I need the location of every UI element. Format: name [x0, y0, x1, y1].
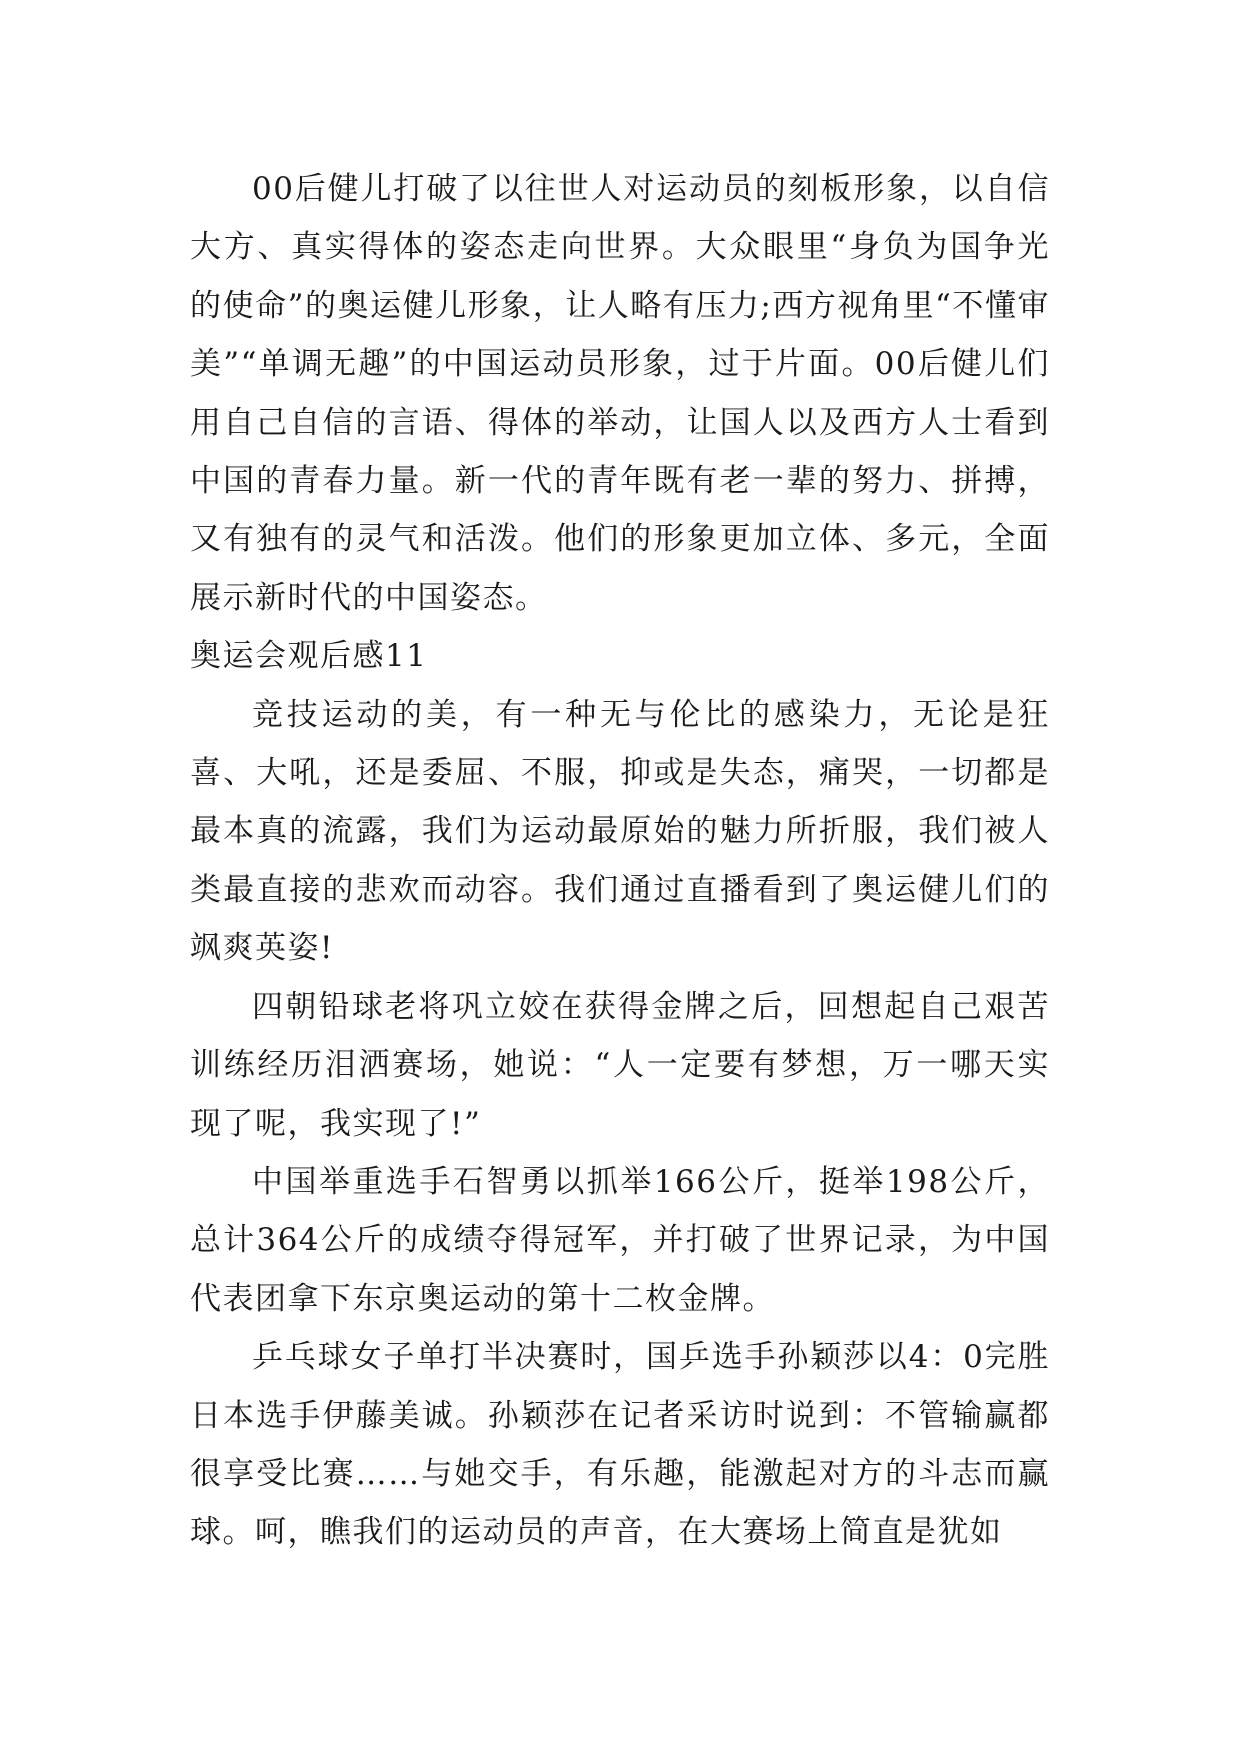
paragraph-shi-zhiyong: 中国举重选手石智勇以抓举166公斤，挺举198公斤，总计364公斤的成绩夺得冠军，并打破了世界记录，为中国代表团拿下东京奥运动的第十二枚金牌。 — [190, 1163, 1050, 1317]
document-body — [190, 160, 1050, 1562]
paragraph-youth-athletes: 00后健儿打破了以往世人对运动员的刻板形象，以自信大方、真实得体的姿态走向世界。大众眼里“身负为国争光的使命”的奥运健儿形象，让人略有压力;西方视角里“不懂审美”“单调无趣”的中国运动员形象，过于片面。00后健儿们用自己自信的言语、得体的举动，让国人以及西方人士看到中国的青春力量。新一代的青年既有老一辈的努力、拼搏，又有独有的灵气和活泼。他们的形象更加立体、多元，全面展示新时代的中国姿态。 — [190, 171, 1050, 616]
paragraph-gong-lijiao: 四朝铅球老将巩立姣在获得金牌之后，回想起自己艰苦训练经历泪洒赛场，她说：“人一定要有梦想，万一哪天实现了呢，我实现了!” — [190, 988, 1050, 1142]
section-title: 奥运会观后感11 — [190, 638, 428, 675]
paragraph-sport-beauty: 竞技运动的美，有一种无与伦比的感染力，无论是狂喜、大吼，还是委屈、不服，抑或是失态，痛哭，一切都是最本真的流露，我们为运动最原始的魅力所折服，我们被人类最直接的悲欢而动容。我们通过直播看到了奥运健儿们的飒爽英姿! — [190, 696, 1050, 967]
paragraph-sun-yingsha: 乒乓球女子单打半决赛时，国乒选手孙颖莎以4：0完胜日本选手伊藤美诚。孙颖莎在记者采访时说到：不管输赢都很享受比赛……与她交手，有乐趣，能激起对方的斗志而赢球。呵，瞧我们的运动员的声音，在大赛场上简直是犹如 — [190, 1339, 1050, 1551]
